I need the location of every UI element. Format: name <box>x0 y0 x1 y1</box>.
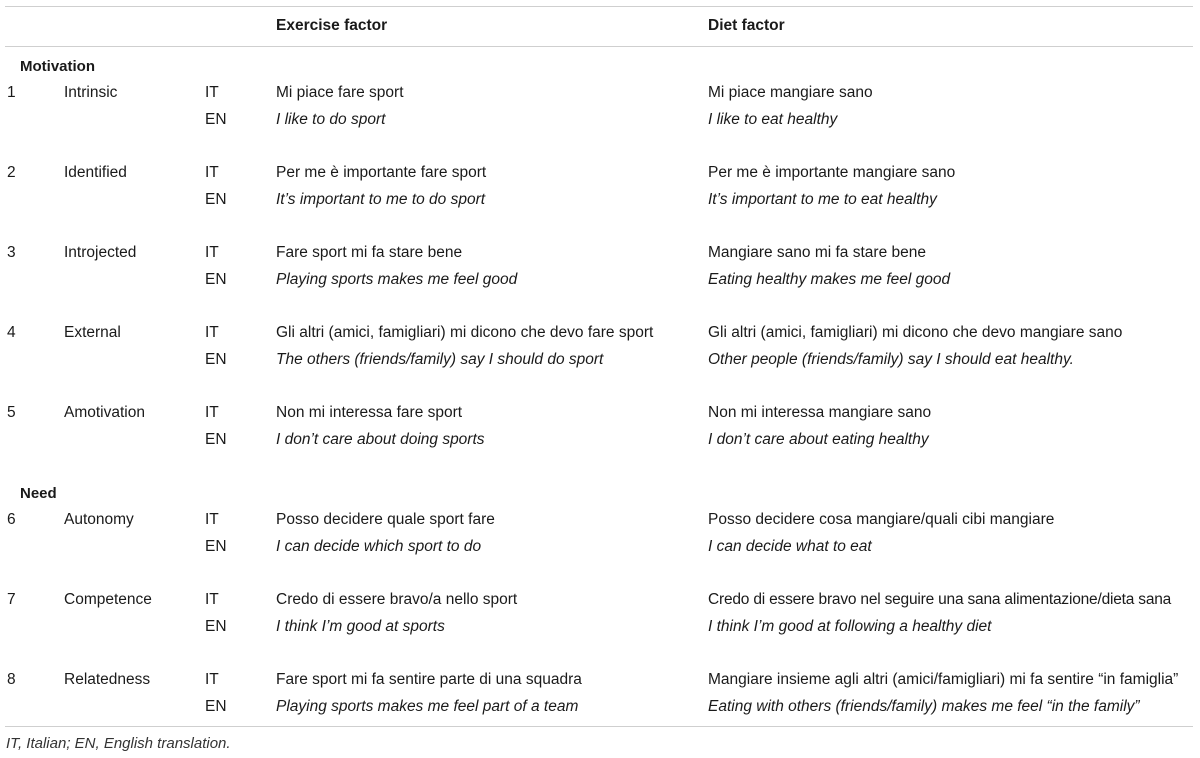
diet-en-text: I can decide what to eat <box>708 538 872 555</box>
table-bottom-rule <box>5 726 1193 727</box>
row-factor-name: Identified <box>64 164 127 181</box>
row-lang-it: IT <box>205 511 219 528</box>
row-lang-it: IT <box>205 404 219 421</box>
row-lang-it: IT <box>205 591 219 608</box>
diet-en-text: Eating healthy makes me feel good <box>708 271 951 288</box>
exercise-en-text: The others (friends/family) say I should do sport <box>276 351 604 368</box>
exercise-en-text: I think I’m good at sports <box>276 618 445 635</box>
row-number: 8 <box>7 671 16 688</box>
diet-en-text: It’s important to me to eat healthy <box>708 191 937 208</box>
diet-it-text: Mi piace mangiare sano <box>708 84 873 101</box>
diet-it-text: Per me è importante mangiare sano <box>708 164 956 181</box>
diet-en-text: Other people (friends/family) say I should eat healthy. <box>708 351 1074 368</box>
row-factor-name: External <box>64 324 121 341</box>
exercise-en-text: I like to do sport <box>276 111 386 128</box>
row-factor-name: Introjected <box>64 244 137 261</box>
column-header-diet: Diet factor <box>708 17 785 34</box>
diet-it-text: Mangiare insieme agli altri (amici/famigliari) mi fa sentire “in famiglia” <box>708 671 1179 688</box>
section-title-motivation: Motivation <box>20 58 95 75</box>
table-header-rule <box>5 46 1193 47</box>
row-number: 6 <box>7 511 16 528</box>
row-lang-en: EN <box>205 431 227 448</box>
diet-en-text: I don’t care about eating healthy <box>708 431 929 448</box>
row-factor-name: Amotivation <box>64 404 145 421</box>
diet-en-text: I like to eat healthy <box>708 111 838 128</box>
exercise-it-text: Fare sport mi fa sentire parte di una squadra <box>276 671 582 688</box>
row-lang-en: EN <box>205 191 227 208</box>
table-footnote: IT, Italian; EN, English translation. <box>6 735 231 752</box>
exercise-en-text: I can decide which sport to do <box>276 538 482 555</box>
row-factor-name: Relatedness <box>64 671 151 688</box>
diet-en-text: I think I’m good at following a healthy diet <box>708 618 992 635</box>
diet-it-text: Credo di essere bravo nel seguire una sana alimentazione/dieta sana <box>708 591 1172 608</box>
diet-en-text: Eating with others (friends/family) makes me feel “in the family” <box>708 698 1140 715</box>
row-number: 2 <box>7 164 16 181</box>
row-lang-en: EN <box>205 111 227 128</box>
exercise-it-text: Non mi interessa fare sport <box>276 404 463 421</box>
row-number: 3 <box>7 244 16 261</box>
row-factor-name: Competence <box>64 591 152 608</box>
row-number: 7 <box>7 591 16 608</box>
exercise-it-text: Posso decidere quale sport fare <box>276 511 495 528</box>
exercise-en-text: I don’t care about doing sports <box>276 431 485 448</box>
exercise-it-text: Gli altri (amici, famigliari) mi dicono che devo fare sport <box>276 324 654 341</box>
exercise-it-text: Mi piace fare sport <box>276 84 404 101</box>
section-title-need: Need <box>20 485 57 502</box>
row-lang-it: IT <box>205 324 219 341</box>
row-lang-en: EN <box>205 351 227 368</box>
row-factor-name: Intrinsic <box>64 84 118 101</box>
diet-it-text: Gli altri (amici, famigliari) mi dicono che devo mangiare sano <box>708 324 1123 341</box>
diet-it-text: Posso decidere cosa mangiare/quali cibi mangiare <box>708 511 1055 528</box>
row-factor-name: Autonomy <box>64 511 134 528</box>
row-lang-en: EN <box>205 618 227 635</box>
row-lang-it: IT <box>205 84 219 101</box>
exercise-it-text: Fare sport mi fa stare bene <box>276 244 463 261</box>
column-header-exercise: Exercise factor <box>276 17 388 34</box>
row-number: 4 <box>7 324 16 341</box>
row-lang-en: EN <box>205 538 227 555</box>
exercise-it-text: Per me è importante fare sport <box>276 164 487 181</box>
row-number: 5 <box>7 404 16 421</box>
exercise-it-text: Credo di essere bravo/a nello sport <box>276 591 518 608</box>
exercise-en-text: Playing sports makes me feel part of a team <box>276 698 579 715</box>
diet-it-text: Mangiare sano mi fa stare bene <box>708 244 926 261</box>
row-number: 1 <box>7 84 16 101</box>
exercise-en-text: Playing sports makes me feel good <box>276 271 518 288</box>
exercise-en-text: It’s important to me to do sport <box>276 191 486 208</box>
row-lang-it: IT <box>205 244 219 261</box>
row-lang-it: IT <box>205 164 219 181</box>
row-lang-en: EN <box>205 271 227 288</box>
row-lang-en: EN <box>205 698 227 715</box>
diet-it-text: Non mi interessa mangiare sano <box>708 404 932 421</box>
table-top-rule <box>5 6 1193 7</box>
row-lang-it: IT <box>205 671 219 688</box>
